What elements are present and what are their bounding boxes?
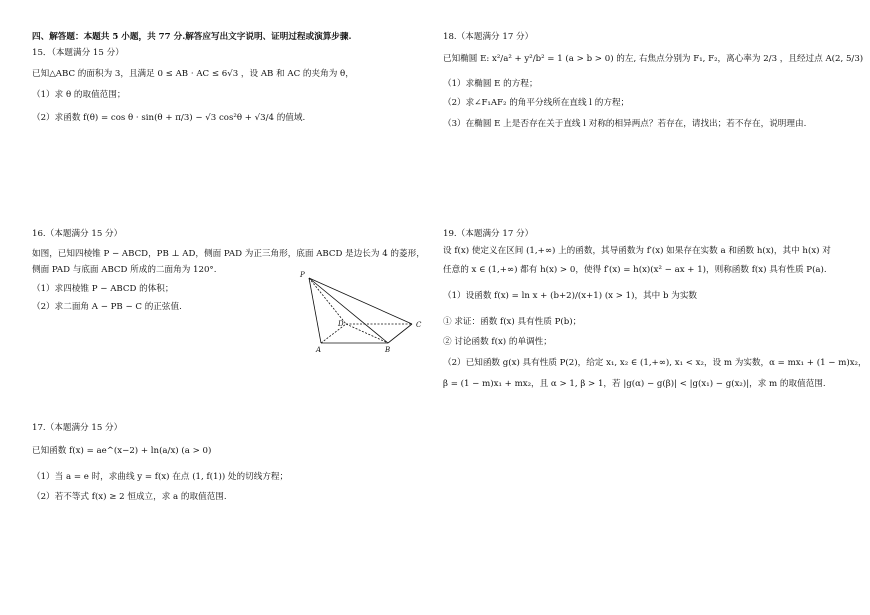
q19-part1: （1）设函数 f(x) = ln x + (b+2)/(x+1) (x > 1)，其中 b 为实数 xyxy=(443,291,698,301)
q18-part3: （3）在椭圆 E 上是否存在关于直线 l 对称的相异两点？若存在，请找出；若不存在，说明理由. xyxy=(443,119,807,129)
q17-title: 17.（本题满分 15 分） xyxy=(32,423,123,433)
q18-part1: （1）求椭圆 E 的方程； xyxy=(443,79,538,89)
label-c: C xyxy=(416,321,422,329)
q18-stem: 已知椭圆 E: x²/a² + y²/b² = 1 (a > b > 0) 的左, 右焦点分别为 F₁, F₂，离心率为 2/3 ，且经过点 A(2, 5/3) xyxy=(443,54,864,64)
q15-part1: （1）求 θ 的取值范围； xyxy=(32,90,126,100)
edge-pb xyxy=(309,278,388,343)
pyramid-diagram xyxy=(295,268,445,358)
edge-pa xyxy=(309,278,321,343)
label-b: B xyxy=(385,346,391,354)
q17-part1: （1）当 a = e 时，求曲线 y = f(x) 在点 (1, f(1)) 处的切线方程； xyxy=(32,472,289,482)
left-column xyxy=(0,0,430,615)
q19-stem-line2: 任意的 x ∈ (1,+∞) 都有 h(x) > 0，使得 f′(x) = h(x)(x² − ax + 1)，则称函数 f(x) 具有性质 P(a). xyxy=(443,265,827,275)
q19-stem-line1: 设 f(x) 使定义在区间 (1,+∞) 上的函数，其导函数为 f′(x) 如果存在实数 a 和函数 h(x)，其中 h(x) 对 xyxy=(443,246,831,256)
q19-part2-line1: （2）已知函数 g(x) 具有性质 P(2)，给定 x₁, x₂ ∈ (1,+∞), x₁ < x₂，设 m 为实数，α = mx₁ + (1 − m)x₂， xyxy=(443,358,867,368)
q17-part2: （2）若不等式 f(x) ≥ 2 恒成立，求 a 的取值范围. xyxy=(32,492,227,502)
q15-stem: 已知△ABC 的面积为 3，且满足 0 ≤ AB · AC ≤ 6√3 ，设 AB 和 AC 的夹角为 θ， xyxy=(32,69,354,79)
q17-stem: 已知函数 f(x) = ae^(x−2) + ln(a/x) (a > 0) xyxy=(32,446,212,456)
right-column xyxy=(430,0,870,615)
edge-pc xyxy=(309,278,412,324)
q15-title: 15．（本题满分 15 分） xyxy=(32,48,124,58)
edge-db xyxy=(346,324,388,343)
q16-title: 16.（本题满分 15 分） xyxy=(32,229,123,239)
q18-part2: （2）求∠F₁AF₂ 的角平分线所在直线 l 的方程； xyxy=(443,98,630,108)
q19-sub1: ① 求证：函数 f(x) 具有性质 P(b)； xyxy=(443,317,582,327)
q19-sub2: ② 讨论函数 f(x) 的单调性； xyxy=(443,337,552,347)
section-header: 四、解答题：本题共 5 小题，共 77 分.解答应写出文字说明、证明过程或演算步骤. xyxy=(32,32,352,42)
label-d: D xyxy=(338,320,344,328)
q16-part1: （1）求四棱锥 P − ABCD 的体积； xyxy=(32,284,174,294)
q19-title: 19.（本题满分 17 分） xyxy=(443,229,534,239)
edge-pd xyxy=(309,278,346,324)
q19-part2-line2: β = (1 − m)x₁ + mx₂，且 α > 1, β > 1，若 |g(α) − g(β)| < |g(x₁) − g(x₂)|，求 m 的取值范围. xyxy=(443,379,826,389)
label-p: P xyxy=(300,271,305,279)
q16-stem-line2: 侧面 PAD 与底面 ABCD 所成的二面角为 120°. xyxy=(32,265,217,275)
q16-part2: （2）求二面角 A − PB − C 的正弦值. xyxy=(32,302,182,312)
q15-part2: （2）求函数 f(θ) = cos θ · sin(θ + π/3) − √3 cos²θ + √3/4 的值域. xyxy=(32,113,306,123)
q16-stem-line1: 如图，已知四棱锥 P − ABCD，PB ⊥ AD，侧面 PAD 为正三角形，底面 ABCD 是边长为 4 的菱形， xyxy=(32,249,425,259)
q18-title: 18.（本题满分 17 分） xyxy=(443,32,534,42)
label-a: A xyxy=(316,346,322,354)
edge-bc xyxy=(388,324,412,343)
